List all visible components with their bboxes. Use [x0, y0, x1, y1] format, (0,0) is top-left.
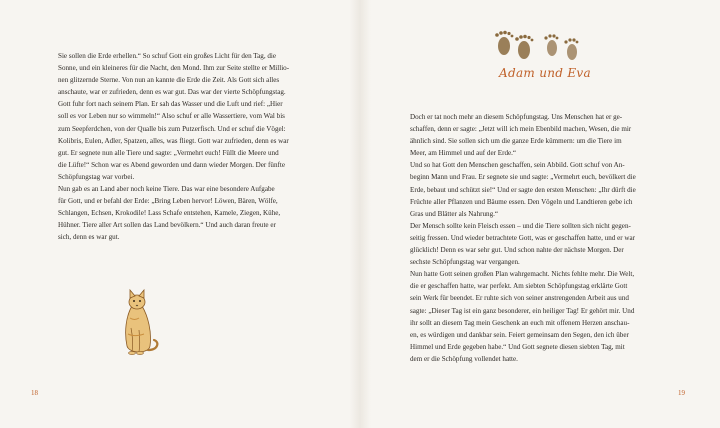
- text-line: sein Werk für beendet. Er ruhte sich von seiner anstrengenden Arbeit aus und: [410, 294, 629, 303]
- text-line: seitig fressen. Und wieder betrachtete Gott, was er geschaffen hatte, und er war: [410, 233, 636, 242]
- right-page-text: [410, 111, 636, 365]
- chapter-title: Adam und Eva: [499, 66, 591, 80]
- text-line: Und so hat Gott den Menschen geschaffen, sein Abbild. Gott schuf von An-: [410, 161, 625, 170]
- text-line: zum Seepferdchen, von der Qualle bis zum Putzerfisch. Und er schuf die Vögel:: [58, 124, 286, 133]
- footprints-icon: [495, 31, 578, 60]
- text-line: Sie sollen die Erde erhellen.“ So schuf Gott ein großes Licht für den Tag, die: [58, 52, 277, 60]
- text-line: Nun hatte Gott seinen großen Plan wahrgemacht. Nichts fehlte mehr. Die Welt,: [410, 270, 635, 279]
- text-line: Gras und Blätter als Nahrung.“: [410, 209, 499, 218]
- cat-icon: [126, 290, 158, 355]
- text-line: Himmel und Erde gegeben habe.“ Und Gott segnete diesen siebten Tag, mit: [410, 342, 625, 351]
- footprints-illustration: [492, 28, 596, 64]
- text-line: Gott fuhr fort nach seinem Plan. Er sah das Wasser und die Luft und rief: „Hier: [58, 100, 283, 109]
- text-line: anschaute, war er zufrieden, denn es war gut. Das war der vierte Schöpfungstag.: [58, 88, 286, 97]
- left-page-text: [58, 50, 289, 244]
- text-line: Erde, bebaut und schützt sie!“ Und er sagte den ersten Menschen: „Ihr dürft die: [410, 185, 636, 194]
- text-line: sagte: „Dieser Tag ist ein ganz besonderer, ein heiliger Tag! Er gehört mir. Und: [410, 306, 635, 315]
- text-line: die Lüfte!“ Schon war es Abend geworden und dann wieder Morgen. Der fünfte: [58, 160, 285, 169]
- text-line: Der Mensch sollte kein Fleisch essen – und die Tiere sollten sich nicht gegen-: [410, 221, 631, 230]
- text-line: schaffen, denn er sagte: „Jetzt will ich mein Ebenbild machen, Wesen, die mir: [410, 125, 632, 134]
- text-line: Früchte aller Pflanzen und Bäume essen. Den Vögeln und Landtieren gebe ich: [410, 197, 633, 206]
- page-number-right: 19: [678, 389, 685, 397]
- text-line: en, es würdigen und dankbar sein. Feiert gemeinsam den Segen, den ich über: [410, 330, 629, 339]
- text-line: sechste Schöpfungstag war vergangen.: [410, 258, 520, 267]
- text-line: sich, denn es war gut.: [58, 233, 120, 242]
- text-line: Schlangen, Echsen, Krokodile! Lass Schafe entstehen, Kamele, Ziegen, Kühe,: [58, 209, 281, 218]
- text-line: ihr sollt an diesem Tag mein Geschenk an euch mit offenem Herzen anschau-: [410, 318, 630, 327]
- text-line: nen glitzernde Sterne. Von nun an kannte die Erde die Zeit. Als Gott sich alles: [58, 76, 280, 85]
- cat-illustration: [118, 288, 162, 360]
- text-line: glücklich! Denn es war sehr gut. Und schon nahte der nächste Morgen. Der: [410, 246, 624, 255]
- text-line: Meer, am Himmel und auf der Erde.“: [410, 149, 517, 158]
- text-line: Doch er tat noch mehr an diesem Schöpfungstag. Uns Menschen hat er ge-: [410, 113, 623, 121]
- text-line: Sonne, und ein kleineres für die Nacht, den Mond. Ihm zur Seite stellte er Millio-: [58, 64, 290, 73]
- text-line: Hühner. Tiere aller Art sollen das Land bevölkern.“ Und auch daran freute er: [58, 221, 276, 230]
- text-line: für Gott, und er befahl der Erde: „Bring Leben hervor! Löwen, Bären, Wölfe,: [58, 197, 278, 206]
- text-line: die er geschaffen hatte, war perfekt. Am siebten Schöpfungstag erklärte Gott: [410, 282, 628, 291]
- text-line: beginn Mann und Frau. Er segnete sie und sagte: „Vermehrt euch, bevölkert die: [410, 173, 636, 182]
- text-line: Schöpfungstag war vorbei.: [58, 172, 135, 181]
- text-line: dem er die Schöpfung vollendet hatte.: [410, 354, 518, 363]
- text-line: Kolibris, Eulen, Adler, Spatzen, alles, was fliegt. Gott war zufrieden, denn es war: [58, 136, 289, 145]
- page-number-left: 18: [31, 389, 38, 397]
- text-line: ähnlich sind. Sie sollen sich um die ganze Erde kümmern: um die Tiere im: [410, 137, 622, 146]
- text-line: Nun gab es an Land aber noch keine Tiere. Das war eine besondere Aufgabe: [58, 185, 275, 194]
- right-page: [360, 0, 720, 428]
- text-line: soll es vor Leben nur so wimmeln!“ Also schuf er alle Wassertiere, vom Wal bis: [58, 112, 285, 121]
- text-line: gut. Er segnete nun alle Tiere und sagte: „Vermehrt euch! Füllt die Meere und: [58, 148, 279, 157]
